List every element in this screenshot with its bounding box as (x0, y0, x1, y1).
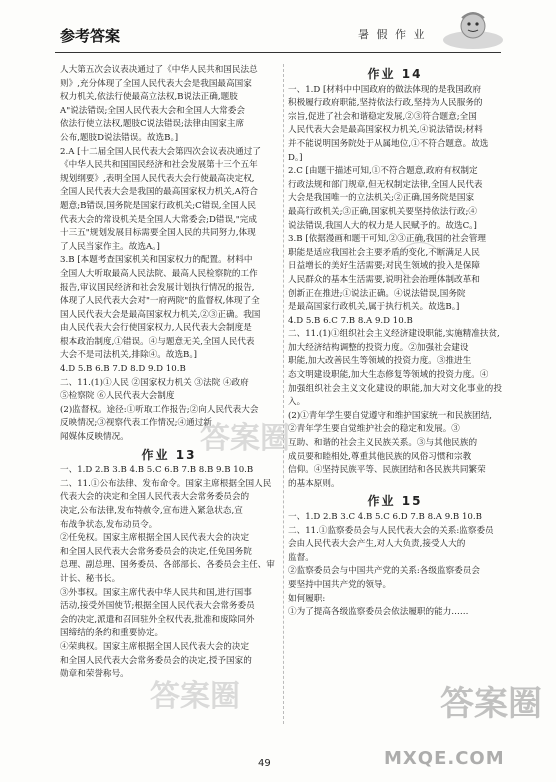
answer-line: 日益增长的美好生活需要;对民生领域的投入是保障 (288, 261, 480, 272)
answer-line: 二、11.①公布法律、发布命令。国家主席根据全国人民 (60, 478, 272, 489)
answer-line: 行政法规和部门规章,但无权制定法律,全国人民代表 (288, 179, 483, 190)
section-13-answers (60, 478, 278, 682)
answer-line: 职能,加大改善民生等领域的投资力度。③推进生 (288, 356, 472, 367)
answer-line: 的基本原则。 (288, 478, 340, 489)
answer-line: 2.A [十二届全国人民代表大会第四次会议表决通过了 (60, 146, 261, 157)
answer-line: 权力机关,依法行使最高立法权,B说法正确,题肢 (60, 92, 238, 103)
answer-line: 体现了人民代表大会对"一府两院"的监督权,体现了全 (60, 296, 260, 307)
answer-line: 会的决定,派遣和召回驻外全权代表,批准和废除同外 (60, 614, 255, 625)
answer-line: 如何履职: (288, 593, 326, 604)
answer-line: 二、11.①监察委员会与人民代表大会的关系:监察委员 (288, 525, 494, 536)
answer-line: 代表大会的常设机关是全国人大常委会;D错误,"完成 (60, 214, 257, 225)
answer-line: 活动,接受外国使节;根据全国人民代表大会常务委员 (60, 601, 255, 612)
answer-line: 人民代表大会是最高国家权力机关,④说法错误;材料 (288, 125, 483, 136)
answer-line: 职能是适应我国社会主要矛盾的变化,不断满足人民 (288, 247, 480, 258)
answer-line: 十三五"规划发展目标需要全国人民的共同努力,体现 (60, 228, 256, 239)
answer-line: 大会是我国唯一的立法机关;②正确,国务院是国家 (288, 193, 475, 204)
answer-line: (2)监督权。途径:①听取工作报告;②向人民代表大会 (60, 404, 259, 415)
answer-line: 决定,公布法律,发布特赦令,宣布进入紧急状态,宣 (60, 506, 243, 516)
answer-line: ④荣典权。国家主席根据全国人民代表大会的决定 (60, 641, 250, 652)
answer-line: 互助、和谐的社会主义民族关系。③与其他民族的 (288, 438, 478, 449)
column-divider (283, 64, 284, 724)
watermark-stamp-icon (398, 242, 442, 280)
watermark-site: MXQE.COM (384, 748, 505, 769)
answer-line: 宗旨,促进了社会和谐稳定发展,②③符合题意;全国 (288, 111, 477, 122)
answer-line: 了人民当家作主。故选A。] (60, 241, 160, 252)
section-15-mc-answers: 一、1.D 2.B 3.C 4.B 5.C 6.D 7.B 8.A 9.B 10.B (288, 512, 482, 522)
answer-line: 国缔结的条约和重要协定。 (60, 628, 164, 639)
watermark-logo: 答案圈 (440, 684, 542, 724)
answer-line: 布战争状态,发布动员令。 (60, 519, 158, 530)
answer-line: 一、1.D [材料中中国政府的做法体现的是我国政府 (288, 84, 482, 95)
right-column (288, 64, 502, 620)
section-13-title: 作业 13 (141, 447, 197, 462)
left-answer-block (60, 64, 278, 445)
answer-line: 和全国人民代表大会常务委员会的决定,任免国务院 (60, 546, 252, 557)
section-15-title: 作业 15 (367, 494, 423, 509)
answer-line: 4.D 5.B 6.C 7.B 8.A 9.D 10.B (288, 315, 413, 326)
header-title: 参考答案 (60, 27, 121, 45)
answer-line: 创新正在推进;①说法正确。④说法错误,国务院 (288, 288, 466, 299)
header-subtitle: 暑 假 作 业 (358, 28, 427, 41)
answer-line: 和全国人民代表大会常务委员会的决定,授予国家的 (60, 655, 252, 666)
answer-line: 勋章和荣誉称号。 (60, 669, 129, 680)
answer-line: 规划纲要》,表明全国人民代表大会行使最高决定权, (60, 173, 255, 184)
answer-line: 2.C [由题干描述可知,①不符合题意,政府有权制定 (288, 166, 478, 177)
answer-line: 全国人大听取最高人民法院、最高人民检察院的工作 (60, 268, 258, 279)
answer-line: 成员要和睦相处,尊重其他民族的风俗习惯和宗教 (288, 451, 472, 462)
answer-line: 要坚持中国共产党的领导。 (288, 579, 392, 590)
answer-line: 3.B [依据漫画和题干可知,②③正确,我国的社会管理 (288, 234, 486, 245)
section-15-answers (288, 525, 502, 620)
watermark-grey-left: 答案圈 (200, 421, 290, 456)
answer-line: 由人民代表大会行使国家权力,人民代表大会制度是 (60, 323, 252, 334)
answer-line: ⑤检察院 ⑥人民代表大会制度 (60, 391, 175, 402)
answer-line: D。] (288, 152, 303, 163)
answer-line: 计长、秘书长。 (60, 573, 121, 584)
section-14-answers (288, 84, 502, 492)
cartoon-decoration-icon (438, 6, 508, 52)
answer-line: ③外事权。国家主席代表中华人民共和国,进行国事 (60, 587, 252, 598)
answer-line: 报告,审议国民经济和社会发展计划执行情况的报告, (60, 282, 255, 293)
answer-line: 积极履行政府职能,坚持依法行政,坚持为人民服务的 (288, 98, 483, 109)
answer-line: 会由人民代表大会产生,对人大负责,接受人大的 (288, 539, 466, 550)
answer-line: (2)①青年学生要自觉遵守和维护国家统一和民族团结, (288, 410, 492, 421)
section-13-mc-answers: 一、1.D 2.B 3.B 4.B 5.C 6.B 7.B 8.B 9.B 10.B (60, 465, 254, 476)
answer-line: A"说法错误;全国人民代表大会和全国人大常委会 (60, 105, 245, 116)
watermark-grey-bottom: 答案圈 (150, 679, 240, 714)
answer-line: 态文明建设职能,加大生态修复等领域的投资力度。④ (288, 370, 489, 381)
answer-line: 3.B [本题考查国家机关和国家权力的配置。材料中 (60, 255, 253, 266)
answer-line: 则》,充分体现了全国人民代表大会是我国最高国家 (60, 78, 252, 89)
answer-line: ②青年学生要自觉维护社会的稳定和发展。③ (288, 424, 460, 435)
answer-line: 人大第五次会议表决通过了《中华人民共和国民法总 (60, 65, 258, 75)
answer-line: 国人民代表大会是最高国家权力机关,②③正确。我国 (60, 309, 261, 320)
answer-line: ①为了提高各级监察委员会依法履职的能力…… (288, 607, 469, 618)
header-rule (55, 52, 501, 53)
answer-line: 最高行政机关;③正确,国家机关要坚持依法行政;④ (288, 206, 477, 217)
answer-line: 根本政治制度,①错误。④与题意无关,全国人民代表 (60, 336, 255, 347)
answer-line: 全国人民代表大会是我国的最高国家权力机关,A符合 (60, 187, 259, 198)
answer-line: 信仰。④坚持民族平等、民族团结和各民族共同繁荣 (288, 465, 486, 476)
answer-line: 是最高国家行政机关,属于执行机关。故选B。] (288, 302, 460, 313)
page-number: 49 (258, 758, 271, 769)
answer-line: 加强组织社会主义文化建设的职能,加大对文化事业的投入。 (288, 383, 502, 408)
answer-line: 依法行使立法权,题肢C说法错误;法律由国家主席 (60, 119, 245, 130)
answer-line: 公布,题肢D说法错误。故选B。] (60, 132, 179, 143)
answer-line: 监督。 (288, 552, 314, 563)
answer-line: 4.D 5.B 6.B 7.D 8.D 9.D 10.B (60, 364, 186, 375)
answer-line: 人民群众的基本生活需要,说明社会治理体制改革和 (288, 274, 480, 285)
answer-line: 并不能说明国务院处于从属地位,①不符合题意。故选 (288, 138, 489, 149)
answer-line: 闻媒体反映情况。 (60, 432, 129, 443)
answer-line: 说法错误,我国人大的权力是人民赋予的。故选C。] (288, 220, 477, 231)
answer-line: 大会不是司法机关,排除④。故选B。] (60, 350, 198, 361)
answer-line: ②监察委员会与中国共产党的关系:各级监察委员会 (288, 566, 480, 577)
answer-line: 加大经济结构调整的投资力度。②加强社会建设 (288, 342, 469, 353)
section-14-title: 作业 14 (367, 67, 423, 81)
answer-line: 《中华人民共和国国民经济和社会发展第十三个五年 (60, 160, 258, 171)
left-column (60, 64, 278, 682)
answer-line: 二、11.(1)①组织社会主义经济建设职能,实施精准扶贫, (288, 329, 500, 340)
answer-line: 总理、副总理、国务委员、各部部长、各委员会主任、审 (60, 560, 275, 571)
answer-line: 二、11.(1)①人民 ②国家权力机关 ③法院 ④政府 (60, 377, 249, 388)
answer-line: ②任免权。国家主席根据全国人民代表大会的决定 (60, 533, 250, 544)
page-header (0, 0, 556, 58)
answer-line: 代表大会的决定和全国人民代表大会常务委员会的 (60, 492, 250, 503)
answer-line: 题意;B错误,国务院是国家行政机关;C错误,全国人民 (60, 200, 257, 211)
answer-line: 反映情况;③视察代表工作情况;④通过新 (60, 418, 212, 429)
